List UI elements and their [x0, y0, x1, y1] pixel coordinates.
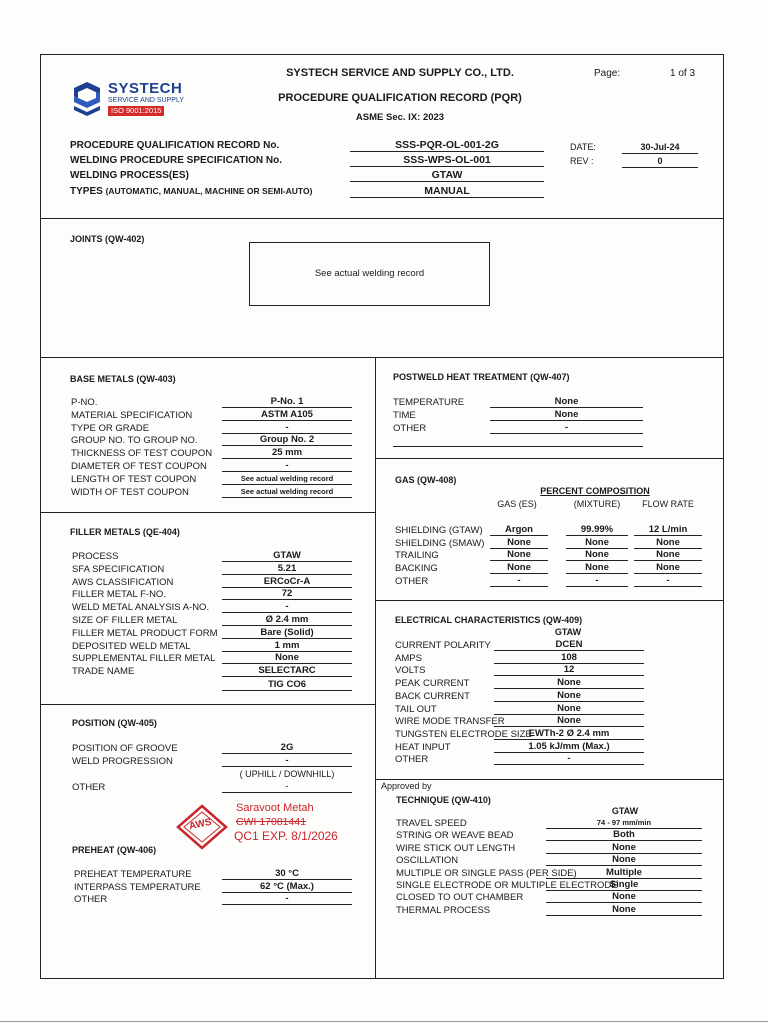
base_metals-row-label: GROUP NO. TO GROUP NO. — [71, 435, 198, 447]
filler-row-label: SUPPLEMENTAL FILLER METAL — [72, 653, 216, 665]
position-other-value: - — [222, 781, 352, 793]
base_metals-row-value: ASTM A105 — [222, 409, 352, 421]
electrical-row-label: VOLTS — [395, 665, 426, 677]
base_metals-row-value: - — [222, 460, 352, 472]
date-label: DATE: — [570, 142, 596, 152]
filler-row-value: 72 — [222, 588, 352, 600]
filler-row-value: SELECTARC — [222, 665, 352, 677]
logo-subtitle: SERVICE AND SUPPLY — [108, 97, 184, 104]
filler-row-value: None — [222, 652, 352, 664]
weld-progression-hint: ( UPHILL / DOWNHILL) — [239, 769, 335, 779]
gas-row-flow: None — [634, 549, 702, 561]
electrical-row-label: PEAK CURRENT — [395, 678, 470, 690]
technique-row-label: MULTIPLE OR SINGLE PASS (PER SIDE) — [396, 867, 577, 879]
gas-row-gas: - — [490, 575, 548, 587]
filler-row-value: 1 mm — [222, 640, 352, 652]
electrical-row-value: 1.05 kJ/mm (Max.) — [494, 741, 644, 753]
electrical-row-value: None — [494, 690, 644, 702]
base_metals-row-value: - — [222, 422, 352, 434]
preheat-row-label: PREHEAT TEMPERATURE — [74, 869, 192, 880]
electrical-row-label: CURRENT POLARITY — [395, 640, 491, 651]
technique-row-value: None — [546, 854, 702, 866]
revision-value: 0 — [622, 156, 698, 168]
base_metals-row-label: P-NO. — [71, 397, 98, 408]
technique-row-value: Both — [546, 829, 702, 841]
gas-row-label: SHIELDING (GTAW) — [395, 525, 483, 536]
technique-row-value: None — [546, 891, 702, 903]
preheat-row-value: - — [222, 893, 352, 905]
pwht-row-value: None — [490, 396, 643, 408]
filler-row-value: ERCoCr-A — [222, 576, 352, 588]
company-name: SYSTECH SERVICE AND SUPPLY CO., LTD. — [286, 67, 514, 79]
electrical-row-value: - — [494, 753, 644, 765]
base_metals-row-label: LENGTH OF TEST COUPON — [71, 473, 197, 485]
types-label: TYPES — [70, 186, 103, 197]
filler-row-label: WELD METAL ANALYSIS A-NO. — [72, 602, 210, 614]
electrical-row-label: TAIL OUT — [395, 703, 437, 715]
page-number: 1 of 3 — [670, 68, 696, 79]
filler-row-value: - — [222, 601, 352, 613]
electrical-row-value: EWTh-2 Ø 2.4 mm — [494, 728, 644, 740]
filler-row-label: SFA SPECIFICATION — [72, 563, 165, 575]
technique-row-label: WIRE STICK OUT LENGTH — [396, 842, 516, 854]
types-hint: (AUTOMATIC, MANUAL, MACHINE OR SEMI-AUTO) — [105, 186, 313, 196]
company-logo — [70, 80, 202, 120]
base_metals-row-label: WIDTH OF TEST COUPON — [71, 486, 189, 498]
divider-gas — [375, 600, 724, 601]
base-metals-title: BASE METALS (QW-403) — [70, 374, 176, 384]
wps-number-label: WELDING PROCEDURE SPECIFICATION No. — [70, 155, 283, 166]
technique-row-label: SINGLE ELECTRODE OR MULTIPLE ELECTRODE — [396, 880, 618, 891]
approved-by-label: Approved by — [381, 781, 432, 791]
preheat-row-label: OTHER — [74, 894, 108, 905]
technique-row-value: None — [546, 904, 702, 916]
gas-row-mixture: None — [566, 549, 628, 561]
types-value: MANUAL — [350, 186, 544, 198]
gas-row-gas: None — [490, 562, 548, 574]
electrical-row-label: HEAT INPUT — [395, 741, 451, 753]
gas-row-mixture: 99.99% — [566, 524, 628, 536]
code-reference: ASME Sec. IX: 2023 — [355, 112, 445, 123]
electrical-row-value: DCEN — [494, 639, 644, 651]
preheat-row-label: INTERPASS TEMPERATURE — [74, 881, 201, 893]
divider-electrical — [375, 779, 724, 780]
divider-header — [40, 218, 724, 219]
filler-row-value: Ø 2.4 mm — [222, 614, 352, 626]
joints-title: JOINTS (QW-402) — [70, 234, 145, 244]
base_metals-row-label: MATERIAL SPECIFICATION — [71, 409, 193, 421]
pqr-number-label: PROCEDURE QUALIFICATION RECORD No. — [70, 140, 280, 151]
filler-row-label: TRADE NAME — [72, 666, 135, 678]
divider-joints — [40, 357, 724, 358]
page-label: Page: — [594, 68, 621, 79]
base_metals-row-value: Group No. 2 — [222, 434, 352, 446]
aws-stamp-logo: AWS — [188, 816, 213, 833]
electrical-row-label: BACK CURRENT — [395, 690, 470, 702]
logo-iso-badge: ISO 9001:2015 — [108, 106, 164, 116]
electrical-row-label: AMPS — [395, 652, 422, 664]
electrical-row-value: 108 — [494, 652, 644, 664]
filler-row-label: DEPOSITED WELD METAL — [72, 640, 191, 652]
base_metals-row-value: See actual welding record — [222, 473, 352, 485]
flow-rate-column-header: FLOW RATE — [642, 499, 694, 509]
filler-row-label: SIZE OF FILLER METAL — [72, 615, 178, 626]
trade-name-line-2: TIG CO6 — [222, 679, 352, 691]
technique-row-label: THERMAL PROCESS — [396, 904, 491, 916]
percent-composition-header: PERCENT COMPOSITION — [540, 486, 650, 496]
filler-row-value: Bare (Solid) — [222, 627, 352, 639]
technique-row-label: STRING OR WEAVE BEAD — [396, 830, 514, 842]
filler-row-value: GTAW — [222, 550, 352, 562]
divider-pwht — [375, 458, 724, 459]
filler-row-label: AWS CLASSIFICATION — [72, 576, 174, 588]
technique-row-label: CLOSED TO OUT CHAMBER — [396, 892, 524, 904]
gas-row-flow: 12 L/min — [634, 524, 702, 536]
wps-number-value: SSS-WPS-OL-001 — [350, 155, 544, 167]
preheat-title: PREHEAT (QW-406) — [72, 845, 157, 855]
pwht-row-value: - — [490, 422, 643, 434]
position-of-groove-label: POSITION OF GROOVE — [72, 743, 178, 754]
stamp-cwi: CWI 17081441 — [236, 816, 307, 828]
electrical-column-header: GTAW — [554, 627, 582, 637]
preheat-row-value: 30 °C — [222, 868, 352, 880]
logo-name: SYSTECH — [108, 80, 183, 97]
stamp-expiry: QC1 EXP. 8/1/2026 — [234, 829, 338, 843]
filler-row-label: FILLER METAL PRODUCT FORM — [72, 627, 218, 639]
base_metals-row-label: DIAMETER OF TEST COUPON — [71, 461, 207, 472]
welding-process-value: GTAW — [350, 170, 544, 182]
gas-column-header: GAS (ES) — [497, 499, 537, 509]
filler-row-label: FILLER METAL F-NO. — [72, 589, 166, 601]
gas-row-flow: - — [634, 575, 702, 587]
position-title: POSITION (QW-405) — [72, 718, 157, 728]
technique-row-value: Single — [546, 879, 702, 891]
document-title: PROCEDURE QUALIFICATION RECORD (PQR) — [278, 92, 522, 104]
preheat-row-value: 62 °C (Max.) — [222, 881, 352, 893]
pwht-title: POSTWELD HEAT TREATMENT (QW-407) — [393, 372, 570, 382]
welding-process-label: WELDING PROCESS(ES) — [70, 170, 189, 181]
gas-row-label: BACKING — [395, 563, 438, 575]
gas-row-mixture: None — [566, 537, 628, 549]
technique-column-header: GTAW — [611, 806, 639, 816]
position-of-groove-value: 2G — [222, 742, 352, 754]
gas-row-flow: None — [634, 537, 702, 549]
divider-filler — [40, 704, 375, 705]
electrical-row-label: WIRE MODE TRANSFER — [395, 716, 505, 728]
technique-row-value: 74 - 97 mm/min — [546, 817, 702, 829]
gas-row-gas: Argon — [490, 524, 548, 536]
pwht-row-value: None — [490, 409, 643, 421]
base_metals-row-value: See actual welding record — [222, 486, 352, 498]
pwht-row-label: TEMPERATURE — [393, 397, 465, 408]
filler-row-value: 5.21 — [222, 563, 352, 575]
mixture-column-header: (MIXTURE) — [573, 499, 621, 509]
gas-title: GAS (QW-408) — [395, 475, 457, 485]
gas-row-label: OTHER — [395, 575, 429, 587]
base_metals-row-value: P-No. 1 — [222, 396, 352, 408]
inspector-stamp — [176, 802, 376, 854]
weld-progression-label: WELD PROGRESSION — [72, 756, 173, 767]
electrical-row-label: OTHER — [395, 754, 429, 766]
joints-sketch-text: See actual welding record — [314, 268, 425, 279]
gas-row-flow: None — [634, 562, 702, 574]
base_metals-row-label: TYPE OR GRADE — [71, 422, 150, 434]
logo-mark-icon — [70, 80, 104, 118]
technique-row-value: Multiple — [546, 867, 702, 879]
date-value: 30-Jul-24 — [622, 142, 698, 154]
gas-row-mixture: None — [566, 562, 628, 574]
filler-row-label: PROCESS — [72, 551, 119, 562]
electrical-row-value: 12 — [494, 664, 644, 676]
gas-row-mixture: - — [566, 575, 628, 587]
position-other-label: OTHER — [72, 782, 106, 793]
revision-label: REV : — [570, 156, 594, 166]
technique-row-label: OSCILLATION — [396, 855, 459, 867]
base_metals-row-label: THICKNESS OF TEST COUPON — [71, 448, 213, 460]
pwht-row-label: TIME — [393, 409, 416, 421]
technique-title: TECHNIQUE (QW-410) — [396, 795, 491, 805]
types-label-row — [70, 186, 312, 197]
weld-progression-value: - — [222, 755, 352, 767]
scan-edge — [0, 1021, 768, 1022]
technique-row-value: None — [546, 842, 702, 854]
filler-metals-title: FILLER METALS (QE-404) — [70, 527, 180, 537]
divider-base-metals — [40, 512, 375, 513]
pwht-extra-line — [393, 446, 643, 447]
electrical-row-label: TUNGSTEN ELECTRODE SIZE — [395, 728, 532, 740]
base_metals-row-value: 25 mm — [222, 447, 352, 459]
pwht-row-label: OTHER — [393, 422, 427, 434]
pqr-number-value: SSS-PQR-OL-001-2G — [350, 140, 544, 152]
technique-row-label: TRAVEL SPEED — [396, 818, 467, 829]
electrical-row-value: None — [494, 715, 644, 727]
electrical-row-value: None — [494, 677, 644, 689]
electrical-title: ELECTRICAL CHARACTERISTICS (QW-409) — [395, 615, 583, 625]
gas-row-gas: None — [490, 537, 548, 549]
column-divider — [375, 357, 376, 979]
stamp-name: Saravoot Metah — [236, 802, 314, 814]
electrical-row-value: None — [494, 703, 644, 715]
gas-row-label: TRAILING — [395, 550, 439, 562]
gas-row-label: SHIELDING (SMAW) — [395, 537, 485, 549]
gas-row-gas: None — [490, 549, 548, 561]
